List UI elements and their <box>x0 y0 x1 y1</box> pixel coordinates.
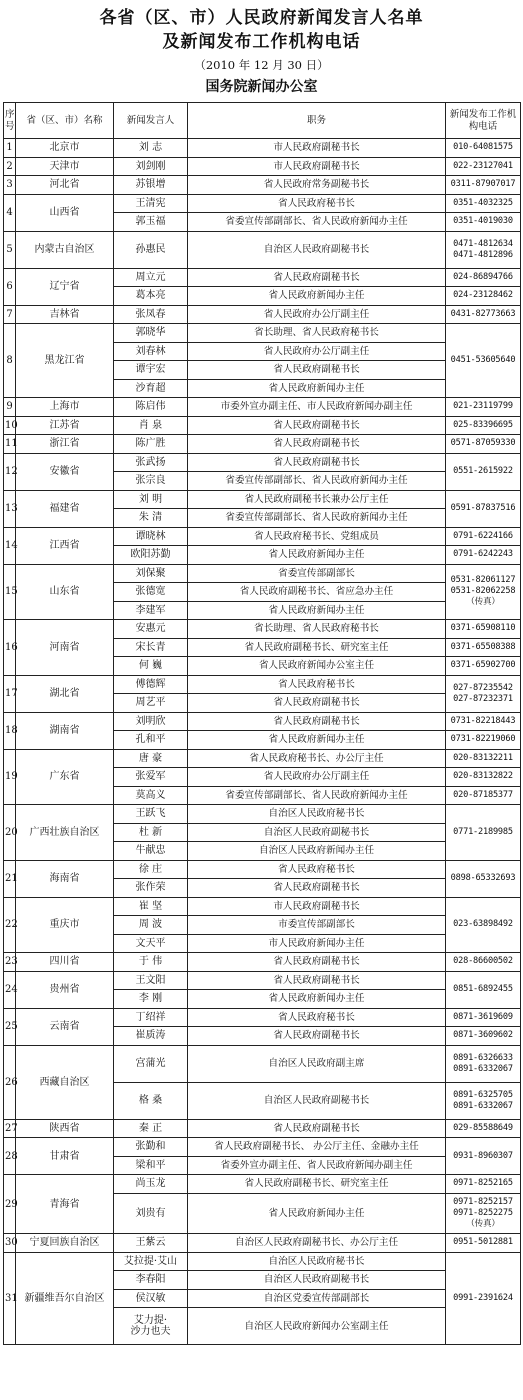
spokesperson-name: 文天平 <box>114 934 188 953</box>
province-name: 黑龙江省 <box>16 324 114 398</box>
spokesperson-duty: 市人民政府新闻办主任 <box>188 934 446 953</box>
province-name: 广西壮族自治区 <box>16 805 114 861</box>
spokesperson-name: 张凤春 <box>114 305 188 324</box>
province-name: 天津市 <box>16 157 114 176</box>
spokesperson-duty: 省人民政府副秘书长、省应急办主任 <box>188 583 446 602</box>
spokesperson-duty: 省人民政府秘书长 <box>188 860 446 879</box>
spokesperson-name: 苏银增 <box>114 176 188 195</box>
spokesperson-name: 王清宪 <box>114 194 188 213</box>
spokesperson-name: 陈广胜 <box>114 435 188 454</box>
row-number: 15 <box>4 564 16 620</box>
spokesperson-name: 李春阳 <box>114 1271 188 1290</box>
spokesperson-name: 王跃飞 <box>114 805 188 824</box>
spokesperson-duty: 自治区人民政府副秘书长 <box>188 1271 446 1290</box>
office-phone: 0971-8252165 <box>446 1175 521 1194</box>
spokesperson-duty: 省人民政府副秘书长 <box>188 879 446 898</box>
row-number: 6 <box>4 268 16 305</box>
spokesperson-duty: 省长助理、省人民政府秘书长 <box>188 620 446 639</box>
table-row <box>4 1008 521 1027</box>
office-phone: 0371-65908110 <box>446 620 521 639</box>
spokesperson-name: 陈启伟 <box>114 398 188 417</box>
spokesperson-duty: 省人民政府副秘书长 <box>188 435 446 454</box>
table-row <box>4 564 521 583</box>
table-row <box>4 176 521 195</box>
spokesperson-duty: 省委宣传部副部长、省人民政府新闻办主任 <box>188 786 446 805</box>
office-phone: 0371-65902700 <box>446 657 521 676</box>
spokesperson-name: 刘 明 <box>114 490 188 509</box>
spokesperson-name: 沙育超 <box>114 379 188 398</box>
spokesperson-name: 张德宽 <box>114 583 188 602</box>
province-name: 湖北省 <box>16 675 114 712</box>
office-phone: 020-83132822 <box>446 768 521 787</box>
spokesperson-name: 刘保聚 <box>114 564 188 583</box>
spokesperson-name: 李建军 <box>114 601 188 620</box>
spokesperson-duty: 省长助理、省人民政府秘书长 <box>188 324 446 343</box>
document-date: （2010 年 12 月 30 日） <box>194 58 329 72</box>
province-name: 青海省 <box>16 1175 114 1234</box>
table-row <box>4 416 521 435</box>
spokesperson-duty: 省人民政府副秘书长 <box>188 971 446 990</box>
spokesperson-name: 刘剑刚 <box>114 157 188 176</box>
spokesperson-duty: 省人民政府新闻办主任 <box>188 1193 446 1234</box>
table-row <box>4 805 521 824</box>
office-phone: 0731-82218443 <box>446 712 521 731</box>
spokesperson-name: 张勤和 <box>114 1138 188 1157</box>
spokesperson-duty: 省人民政府副秘书长 <box>188 453 446 472</box>
office-phone: 0891-6325705 0891-6332067 <box>446 1082 521 1119</box>
row-number: 1 <box>4 139 16 158</box>
row-number: 25 <box>4 1008 16 1045</box>
spokesperson-name: 孔和平 <box>114 731 188 750</box>
province-name: 内蒙古自治区 <box>16 231 114 268</box>
spokesperson-duty: 省人民政府新闻办主任 <box>188 601 446 620</box>
office-phone: 0891-6326633 0891-6332067 <box>446 1045 521 1082</box>
spokesperson-duty: 自治区人民政府副主席 <box>188 1045 446 1082</box>
spokesperson-duty: 省人民政府副秘书长 <box>188 694 446 713</box>
spokesperson-name: 牛献忠 <box>114 842 188 861</box>
spokesperson-duty: 省人民政府副秘书长 <box>188 1119 446 1138</box>
spokesperson-table <box>3 102 521 1345</box>
spokesperson-duty: 省人民政府新闻办主任 <box>188 731 446 750</box>
row-number: 24 <box>4 971 16 1008</box>
province-name: 海南省 <box>16 860 114 897</box>
spokesperson-duty: 市人民政府副秘书长 <box>188 897 446 916</box>
spokesperson-name: 刘明欣 <box>114 712 188 731</box>
row-number: 27 <box>4 1119 16 1138</box>
table-row <box>4 1234 521 1253</box>
spokesperson-name: 唐 豪 <box>114 749 188 768</box>
spokesperson-duty: 省人民政府秘书长 <box>188 194 446 213</box>
spokesperson-duty: 市人民政府副秘书长 <box>188 139 446 158</box>
table-row <box>4 1119 521 1138</box>
province-name: 宁夏回族自治区 <box>16 1234 114 1253</box>
spokesperson-duty: 省人民政府副秘书长、研究室主任 <box>188 1175 446 1194</box>
row-number: 10 <box>4 416 16 435</box>
spokesperson-name: 张爱军 <box>114 768 188 787</box>
spokesperson-name: 艾力提· 沙力也夫 <box>114 1308 188 1345</box>
table-row <box>4 1138 521 1157</box>
office-phone: 0791-6224166 <box>446 527 521 546</box>
province-name: 江苏省 <box>16 416 114 435</box>
province-name: 陕西省 <box>16 1119 114 1138</box>
province-name: 西藏自治区 <box>16 1045 114 1119</box>
spokesperson-duty: 自治区人民政府副秘书长、办公厅主任 <box>188 1234 446 1253</box>
table-row <box>4 268 521 287</box>
spokesperson-name: 宫蒲光 <box>114 1045 188 1082</box>
spokesperson-duty: 省人民政府副秘书长 <box>188 953 446 972</box>
spokesperson-name: 杜 新 <box>114 823 188 842</box>
office-phone: 0931-8960307 <box>446 1138 521 1175</box>
document-title-line1: 各省（区、市）人民政府新闻发言人名单 <box>99 8 424 28</box>
spokesperson-duty: 省委宣传部副部长 <box>188 564 446 583</box>
row-number: 4 <box>4 194 16 231</box>
spokesperson-duty: 省人民政府副秘书长、 办公厅主任、金融办主任 <box>188 1138 446 1157</box>
office-phone: 020-87185377 <box>446 786 521 805</box>
spokesperson-duty: 省委宣传部副部长、省人民政府新闻办主任 <box>188 509 446 528</box>
office-phone: 024-23128462 <box>446 287 521 306</box>
spokesperson-duty: 市人民政府副秘书长 <box>188 157 446 176</box>
table-row <box>4 620 521 639</box>
office-phone: 027-87235542 027-87232371 <box>446 675 521 712</box>
row-number: 22 <box>4 897 16 953</box>
province-name: 云南省 <box>16 1008 114 1045</box>
spokesperson-name: 莫高义 <box>114 786 188 805</box>
province-name: 上海市 <box>16 398 114 417</box>
spokesperson-duty: 省人民政府副秘书长 <box>188 416 446 435</box>
spokesperson-name: 徐 庄 <box>114 860 188 879</box>
spokesperson-duty: 自治区人民政府新闻办公室副主任 <box>188 1308 446 1345</box>
province-name: 福建省 <box>16 490 114 527</box>
province-name: 安徽省 <box>16 453 114 490</box>
spokesperson-duty: 省人民政府新闻办主任 <box>188 546 446 565</box>
province-name: 辽宁省 <box>16 268 114 305</box>
spokesperson-name: 谭晓林 <box>114 527 188 546</box>
office-phone: 0971-8252157 0971-8252275 （传真） <box>446 1193 521 1234</box>
spokesperson-name: 艾拉提·艾山 <box>114 1252 188 1271</box>
spokesperson-name: 郭晓华 <box>114 324 188 343</box>
table-row <box>4 324 521 343</box>
office-phone: 0871-3619609 <box>446 1008 521 1027</box>
spokesperson-duty: 省人民政府办公厅副主任 <box>188 342 446 361</box>
table-row <box>4 749 521 768</box>
office-phone: 0451-53605640 <box>446 324 521 398</box>
row-number: 12 <box>4 453 16 490</box>
row-number: 29 <box>4 1175 16 1234</box>
office-phone: 0471-4812634 0471-4812896 <box>446 231 521 268</box>
spokesperson-name: 谭宇宏 <box>114 361 188 380</box>
table-row <box>4 971 521 990</box>
table-row <box>4 453 521 472</box>
office-phone: 0871-3609602 <box>446 1027 521 1046</box>
row-number: 3 <box>4 176 16 195</box>
office-phone: 022-23127041 <box>446 157 521 176</box>
column-header-duty: 职务 <box>188 103 446 139</box>
row-number: 28 <box>4 1138 16 1175</box>
province-name: 北京市 <box>16 139 114 158</box>
spokesperson-name: 欧阳苏勤 <box>114 546 188 565</box>
row-number: 17 <box>4 675 16 712</box>
spokesperson-name: 宋长青 <box>114 638 188 657</box>
row-number: 19 <box>4 749 16 805</box>
office-phone: 0551-2615922 <box>446 453 521 490</box>
column-header-province: 省（区、市）名称 <box>16 103 114 139</box>
table-row <box>4 527 521 546</box>
row-number: 7 <box>4 305 16 324</box>
office-phone: 0591-87837516 <box>446 490 521 527</box>
spokesperson-duty: 省人民政府副秘书长 <box>188 712 446 731</box>
spokesperson-duty: 省委宣传部副部长、省人民政府新闻办主任 <box>188 213 446 232</box>
spokesperson-name: 孙惠民 <box>114 231 188 268</box>
table-row <box>4 712 521 731</box>
office-phone: 0531-82061127 0531-82062258 （传真） <box>446 564 521 620</box>
spokesperson-name: 丁绍祥 <box>114 1008 188 1027</box>
table-row <box>4 897 521 916</box>
province-name: 贵州省 <box>16 971 114 1008</box>
table-row <box>4 194 521 213</box>
row-number: 20 <box>4 805 16 861</box>
column-header-number: 序号 <box>4 103 16 139</box>
province-name: 山西省 <box>16 194 114 231</box>
spokesperson-name: 王文阳 <box>114 971 188 990</box>
spokesperson-duty: 省人民政府新闻办主任 <box>188 287 446 306</box>
office-phone: 0851-6892455 <box>446 971 521 1008</box>
province-name: 广东省 <box>16 749 114 805</box>
spokesperson-name: 格 桑 <box>114 1082 188 1119</box>
spokesperson-duty: 省人民政府副秘书长兼办公厅主任 <box>188 490 446 509</box>
office-phone: 0351-4019030 <box>446 213 521 232</box>
row-number: 11 <box>4 435 16 454</box>
spokesperson-duty: 自治区党委宣传部副部长 <box>188 1289 446 1308</box>
spokesperson-name: 傅德辉 <box>114 675 188 694</box>
spokesperson-duty: 市委外宣办副主任、市人民政府新闻办副主任 <box>188 398 446 417</box>
row-number: 18 <box>4 712 16 749</box>
spokesperson-duty: 省人民政府秘书长 <box>188 1008 446 1027</box>
province-name: 山东省 <box>16 564 114 620</box>
table-row <box>4 1175 521 1194</box>
spokesperson-duty: 自治区人民政府副秘书长 <box>188 231 446 268</box>
spokesperson-duty: 省人民政府秘书长 <box>188 675 446 694</box>
spokesperson-name: 周立元 <box>114 268 188 287</box>
office-phone: 020-83132211 <box>446 749 521 768</box>
office-phone: 029-85588649 <box>446 1119 521 1138</box>
office-phone: 021-23119799 <box>446 398 521 417</box>
spokesperson-duty: 省人民政府副秘书长 <box>188 268 446 287</box>
row-number: 30 <box>4 1234 16 1253</box>
spokesperson-name: 崔质涛 <box>114 1027 188 1046</box>
office-phone: 024-86894766 <box>446 268 521 287</box>
spokesperson-duty: 省人民政府办公厅副主任 <box>188 768 446 787</box>
spokesperson-name: 朱 清 <box>114 509 188 528</box>
spokesperson-duty: 省委宣传部副部长、省人民政府新闻办主任 <box>188 472 446 491</box>
spokesperson-name: 葛本亮 <box>114 287 188 306</box>
office-phone: 028-86600502 <box>446 953 521 972</box>
row-number: 8 <box>4 324 16 398</box>
spokesperson-name: 王紫云 <box>114 1234 188 1253</box>
province-name: 湖南省 <box>16 712 114 749</box>
spokesperson-name: 侯汉敏 <box>114 1289 188 1308</box>
row-number: 2 <box>4 157 16 176</box>
table-row <box>4 860 521 879</box>
spokesperson-name: 刘 志 <box>114 139 188 158</box>
table-row <box>4 1045 521 1082</box>
row-number: 9 <box>4 398 16 417</box>
office-phone: 0571-87059330 <box>446 435 521 454</box>
office-phone: 0371-65508388 <box>446 638 521 657</box>
table-row <box>4 398 521 417</box>
table-row <box>4 435 521 454</box>
spokesperson-duty: 市委宣传部副部长 <box>188 916 446 935</box>
spokesperson-name: 郭玉福 <box>114 213 188 232</box>
office-phone: 0898-65332693 <box>446 860 521 897</box>
spokesperson-name: 周 波 <box>114 916 188 935</box>
spokesperson-duty: 省人民政府副秘书长、研究室主任 <box>188 638 446 657</box>
spokesperson-duty: 省人民政府新闻办主任 <box>188 379 446 398</box>
row-number: 5 <box>4 231 16 268</box>
province-name: 重庆市 <box>16 897 114 953</box>
office-phone: 010-64081575 <box>446 139 521 158</box>
spokesperson-duty: 自治区人民政府新闻办主任 <box>188 842 446 861</box>
spokesperson-duty: 自治区人民政府秘书长 <box>188 805 446 824</box>
province-name: 吉林省 <box>16 305 114 324</box>
province-name: 河北省 <box>16 176 114 195</box>
spokesperson-duty: 省委外宣办副主任、省人民政府新闻办副主任 <box>188 1156 446 1175</box>
spokesperson-duty: 省人民政府秘书长、党组成员 <box>188 527 446 546</box>
spokesperson-name: 尚玉龙 <box>114 1175 188 1194</box>
table-row <box>4 139 521 158</box>
spokesperson-duty: 省人民政府新闻办主任 <box>188 990 446 1009</box>
office-phone: 025-83396695 <box>446 416 521 435</box>
spokesperson-duty: 省人民政府副秘书长 <box>188 1027 446 1046</box>
table-row <box>4 305 521 324</box>
spokesperson-duty: 省人民政府新闻办公室主任 <box>188 657 446 676</box>
spokesperson-name: 肖 泉 <box>114 416 188 435</box>
office-phone: 0791-6242243 <box>446 546 521 565</box>
row-number: 31 <box>4 1252 16 1345</box>
spokesperson-duty: 省人民政府秘书长、办公厅主任 <box>188 749 446 768</box>
row-number: 16 <box>4 620 16 676</box>
office-phone: 0731-82219060 <box>446 731 521 750</box>
row-number: 21 <box>4 860 16 897</box>
province-name: 浙江省 <box>16 435 114 454</box>
spokesperson-name: 秦 正 <box>114 1119 188 1138</box>
table-row <box>4 953 521 972</box>
spokesperson-duty: 自治区人民政府秘书长 <box>188 1252 446 1271</box>
spokesperson-duty: 自治区人民政府副秘书长 <box>188 1082 446 1119</box>
office-phone: 0431-82773663 <box>446 305 521 324</box>
spokesperson-duty: 省人民政府副秘书长 <box>188 361 446 380</box>
spokesperson-name: 张宗良 <box>114 472 188 491</box>
row-number: 14 <box>4 527 16 564</box>
spokesperson-name: 周艺平 <box>114 694 188 713</box>
province-name: 河南省 <box>16 620 114 676</box>
table-header-row <box>4 103 521 139</box>
spokesperson-duty: 自治区人民政府副秘书长 <box>188 823 446 842</box>
document-title-line2: 及新闻发布工作机构电话 <box>162 32 361 52</box>
table-body <box>4 139 521 1345</box>
office-phone: 0351-4032325 <box>446 194 521 213</box>
office-phone: 0991-2391624 <box>446 1252 521 1345</box>
spokesperson-name: 崔 坚 <box>114 897 188 916</box>
province-name: 新疆维吾尔自治区 <box>16 1252 114 1345</box>
row-number: 23 <box>4 953 16 972</box>
spokesperson-name: 李 刚 <box>114 990 188 1009</box>
spokesperson-name: 刘贵有 <box>114 1193 188 1234</box>
row-number: 13 <box>4 490 16 527</box>
issuing-organization: 国务院新闻办公室 <box>205 79 318 95</box>
spokesperson-name: 安惠元 <box>114 620 188 639</box>
spokesperson-name: 张武扬 <box>114 453 188 472</box>
table-row <box>4 1252 521 1271</box>
spokesperson-name: 张作荣 <box>114 879 188 898</box>
office-phone: 0951-5012881 <box>446 1234 521 1253</box>
province-name: 甘肃省 <box>16 1138 114 1175</box>
column-header-phone: 新闻发布工作机构电话 <box>446 103 521 139</box>
office-phone: 023-63898492 <box>446 897 521 953</box>
spokesperson-name: 何 巍 <box>114 657 188 676</box>
spokesperson-name: 梁和平 <box>114 1156 188 1175</box>
spokesperson-name: 刘春林 <box>114 342 188 361</box>
province-name: 江西省 <box>16 527 114 564</box>
office-phone: 0311-87907017 <box>446 176 521 195</box>
row-number: 26 <box>4 1045 16 1119</box>
spokesperson-duty: 省人民政府办公厅副主任 <box>188 305 446 324</box>
table-row <box>4 231 521 268</box>
spokesperson-name: 于 伟 <box>114 953 188 972</box>
office-phone: 0771-2189985 <box>446 805 521 861</box>
column-header-spokesperson: 新闻发言人 <box>114 103 188 139</box>
table-row <box>4 157 521 176</box>
province-name: 四川省 <box>16 953 114 972</box>
spokesperson-duty: 省人民政府常务副秘书长 <box>188 176 446 195</box>
table-row <box>4 675 521 694</box>
table-row <box>4 490 521 509</box>
